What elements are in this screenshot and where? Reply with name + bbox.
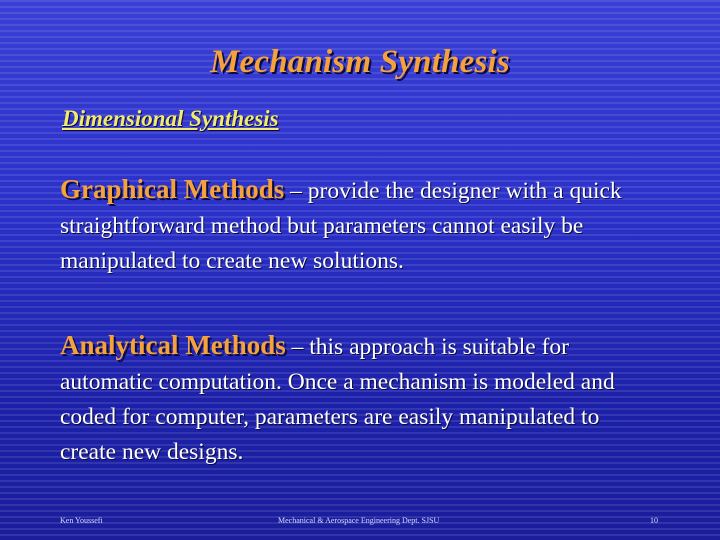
paragraph-analytical-methods xyxy=(60,328,660,470)
paragraph-text: – provide the designer with a quick straightforward method but parameters cannot easily be manipulated to create new solutions. xyxy=(60,178,622,274)
footer-page-number: 10 xyxy=(650,516,658,525)
footer-department: Mechanical & Aerospace Engineering Dept. SJSU xyxy=(278,516,440,525)
paragraph-text: – this approach is suitable for automatic computation. Once a mechanism is modeled and coded for computer, parameters are easily manipulated to create new designs. xyxy=(60,334,615,465)
footer-author: Ken Youssefi xyxy=(60,516,103,525)
paragraph-graphical-methods xyxy=(60,172,660,279)
slide-title: Mechanism Synthesis xyxy=(210,44,510,80)
paragraph-lead: Analytical Methods xyxy=(60,330,286,360)
paragraph-lead: Graphical Methods xyxy=(60,174,285,204)
slide-subtitle: Dimensional Synthesis xyxy=(62,106,279,131)
